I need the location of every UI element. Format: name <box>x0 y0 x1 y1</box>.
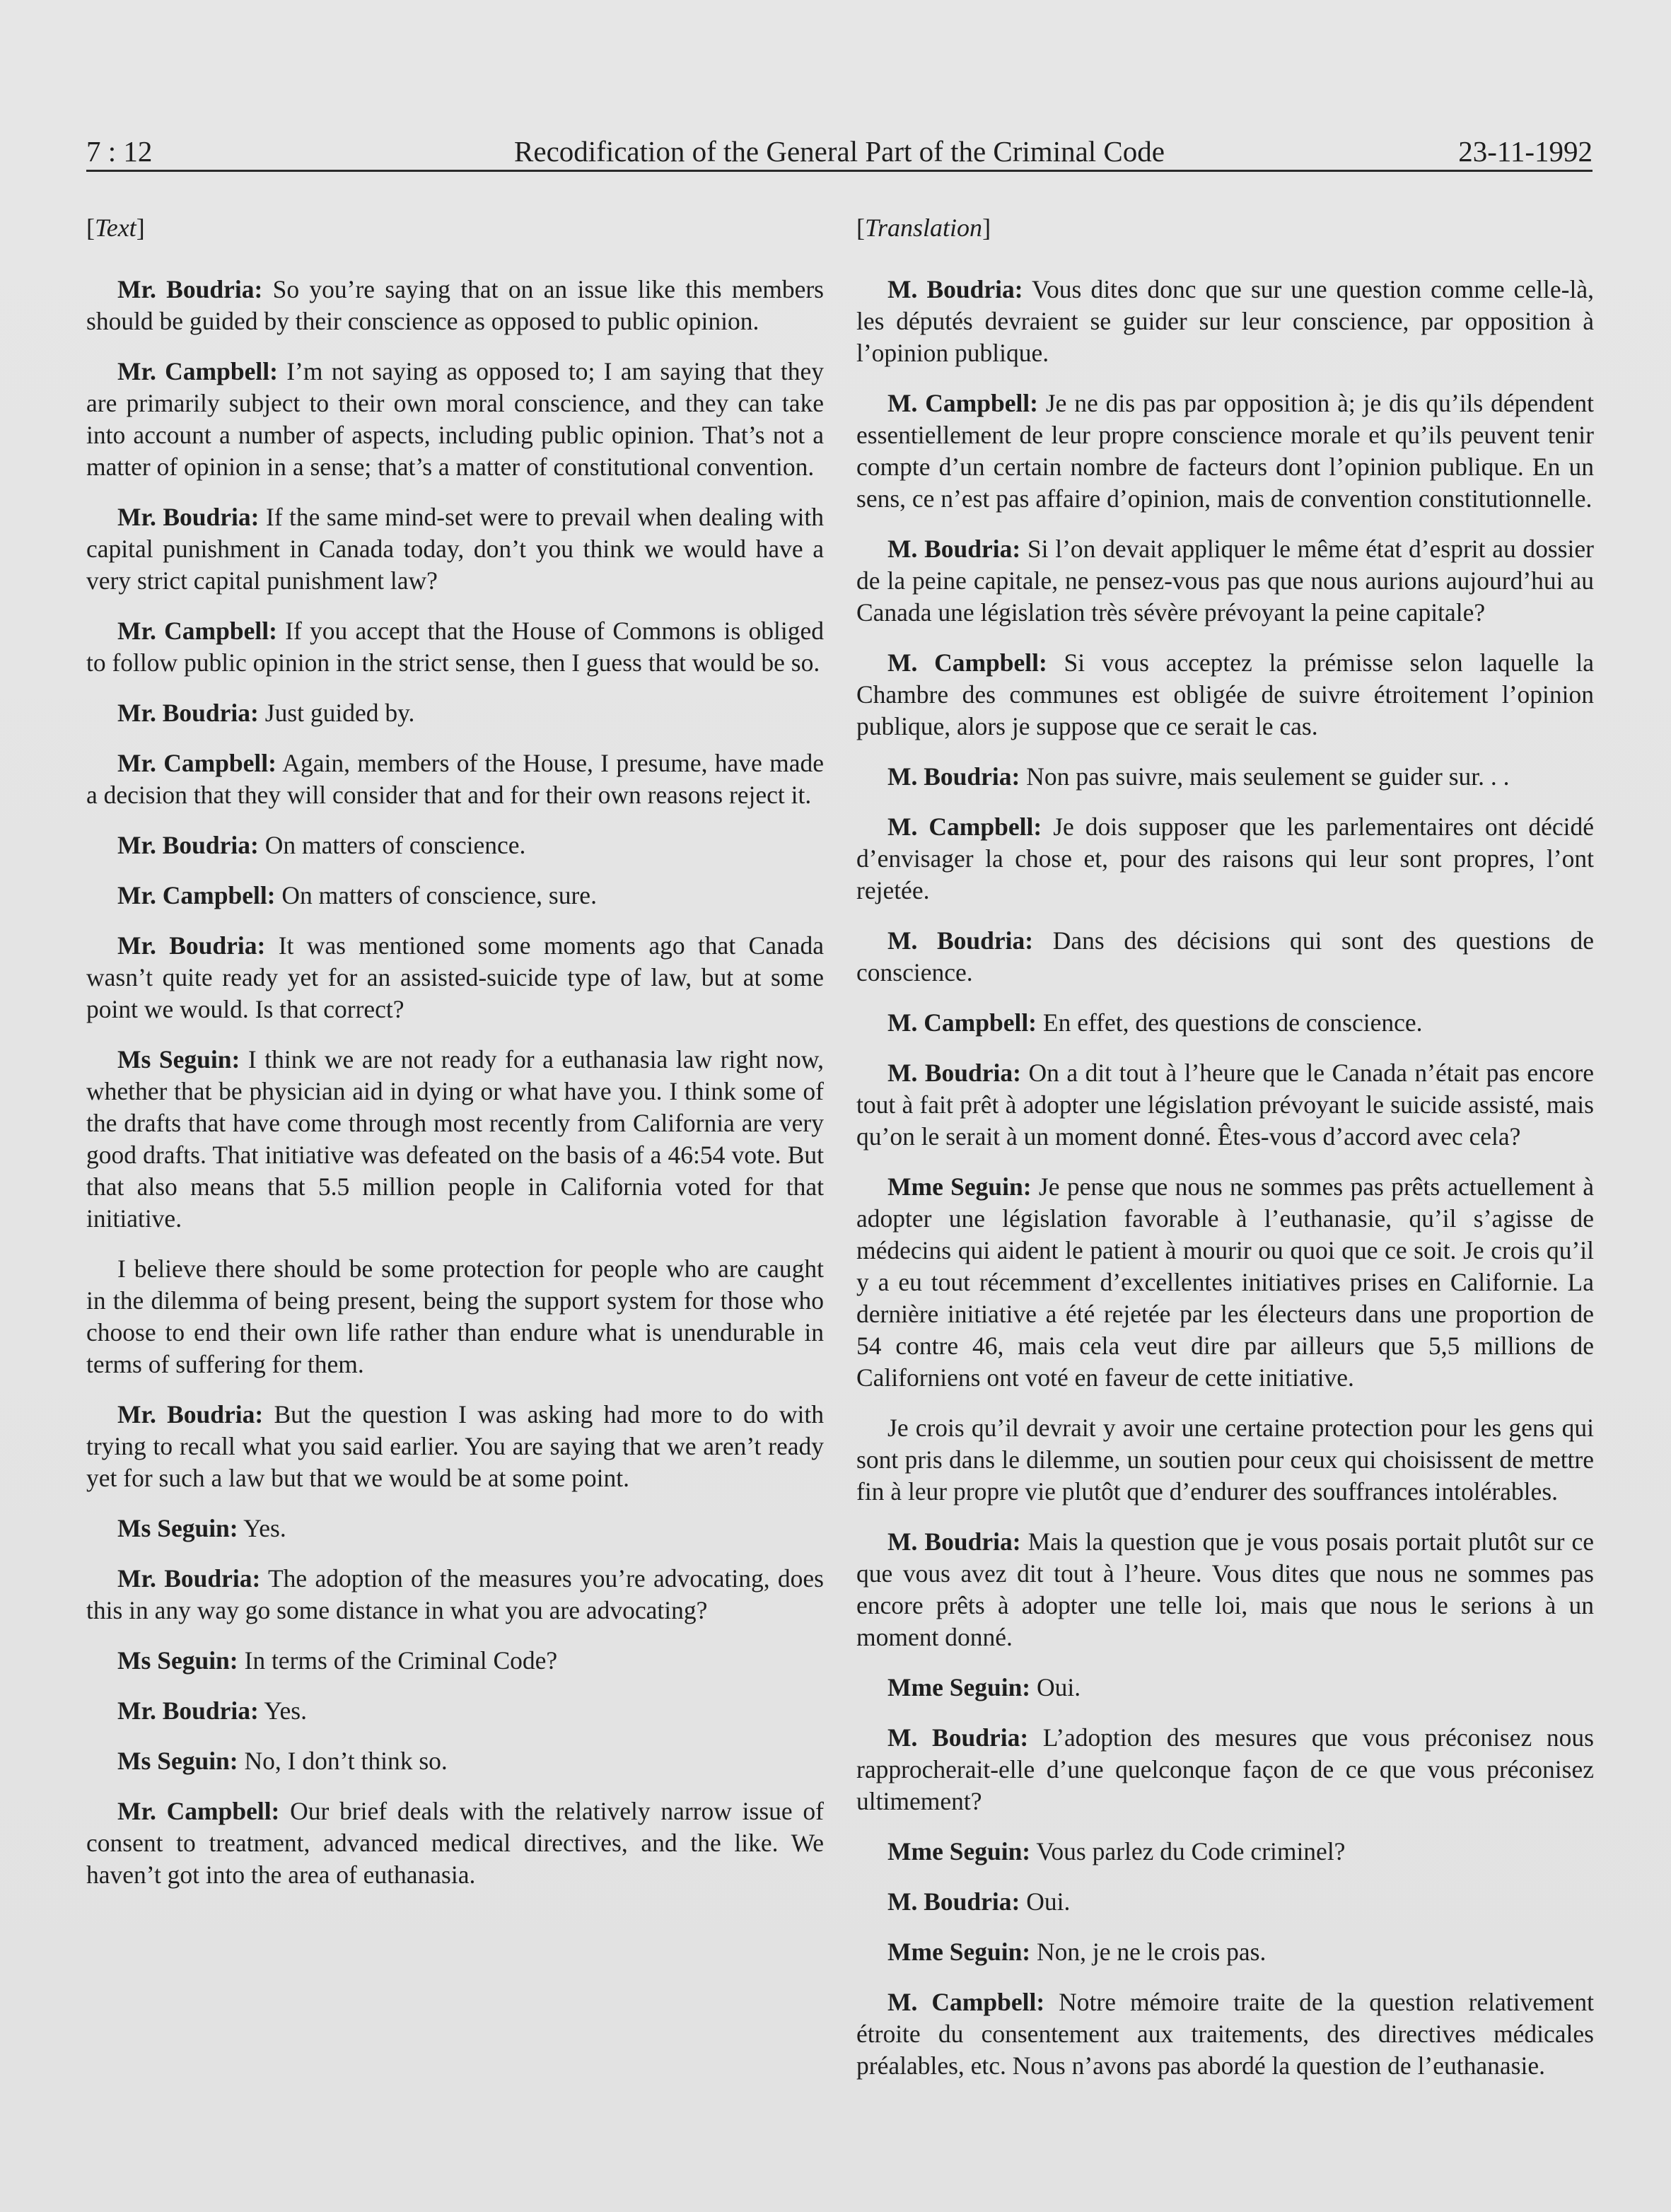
transcript-paragraph <box>86 615 824 679</box>
speaker-name: M. Boudria: <box>887 762 1020 791</box>
transcript-paragraph <box>856 1672 1594 1704</box>
speaker-name: M. Boudria: <box>887 535 1021 563</box>
speaker-name: Mr. Boudria: <box>117 1400 264 1428</box>
speech-text: Notre mémoire traite de la question relativement étroite du consentement aux traitements, des directives médicales préalables, etc. Nous n’avons pas abordé la question de l’euthanasie. <box>856 1988 1595 2080</box>
speech-text: Si vous acceptez la prémisse selon laquelle la Chambre des communes est obligée de suivre étroitement l’opinion publique, alors je suppose que ce serait le cas. <box>856 648 1594 740</box>
french-column <box>856 212 1594 2100</box>
speaker-name: Mr. Campbell: <box>117 617 277 645</box>
speaker-name: Mr. Boudria: <box>117 1696 259 1725</box>
transcript-paragraph <box>86 930 824 1025</box>
running-title: Recodification of the General Part of the Criminal Code <box>514 135 1165 168</box>
speaker-name: Mr. Boudria: <box>117 931 266 960</box>
speech-text: Je pense que nous ne sommes pas prêts actuellement à adopter une législation favorable à l’euthanasie, qu’il s’agisse de médecins qui aident le patient à mourir ou quoi que ce soit. Je crois qu’il y a eu tout récemment d’excellentes initiatives prises en Californie. La dernière initiative a été rejetée par les électeurs dans une proportion de 54 contre 46, mais cela veut dire par ailleurs que 5,5 millions de Californiens ont voté en faveur de cette initiative. <box>856 1172 1594 1392</box>
transcript-paragraph <box>86 1399 824 1494</box>
speech-text: Again, members of the House, I presume, have made a decision that they will consider that and for their own reasons reject it. <box>86 749 824 809</box>
speech-text: Mais la question que je vous posais portait plutôt sur ce que vous avez dit tout à l’heure. Vous dites que nous ne sommes pas encore prêts à adopter une telle loi, mais que nous le serions à un moment donné. <box>856 1527 1594 1651</box>
transcript-paragraph <box>856 1836 1594 1868</box>
speech-text: On a dit tout à l’heure que le Canada n’était pas encore tout à fait prêt à adopter une législation prévoyant le suicide assisté, mais qu’on le serait à un moment donné. Êtes-vous d’accord avec cela? <box>856 1059 1594 1151</box>
page-number: 7 : 12 <box>86 135 153 168</box>
transcript-paragraph <box>86 1645 824 1677</box>
speech-text: If you accept that the House of Commons is obliged to follow public opinion in the strict sense, then I guess that would be so. <box>86 617 824 677</box>
transcript-paragraph <box>856 1007 1594 1039</box>
speech-text: L’adoption des mesures que vous préconisez nous rapprocherait-elle d’une quelconque façon de ce que vous préconisez ultimement? <box>856 1723 1594 1815</box>
speaker-name: Ms Seguin: <box>117 1045 240 1073</box>
speech-text: Our brief deals with the relatively narrow issue of consent to treatment, advanced medical directives, and the like. We haven’t got into the area of euthanasia. <box>86 1797 824 1889</box>
column-label-translation: [Translation] <box>856 214 991 242</box>
speaker-name: Mme Seguin: <box>887 1172 1032 1201</box>
transcript-paragraph <box>856 1412 1594 1508</box>
transcript-paragraph <box>86 274 824 337</box>
speaker-name: M. Campbell: <box>887 1988 1045 2016</box>
running-header <box>86 133 1593 172</box>
speech-text: Non pas suivre, mais seulement se guider sur. . . <box>1020 762 1510 791</box>
transcript-paragraph <box>856 925 1594 989</box>
speech-text: No, I don’t think so. <box>238 1747 448 1775</box>
speech-text: But the question I was asking had more to do with trying to recall what you said earlier. You are saying that we aren’t ready yet for such a law but that we would be at some point. <box>86 1400 824 1492</box>
speech-text: So you’re saying that on an issue like this members should be guided by their conscience as opposed to public opinion. <box>86 275 824 335</box>
transcript-paragraph <box>86 1563 824 1626</box>
transcript-paragraph <box>856 388 1594 515</box>
speech-text: If the same mind-set were to prevail when dealing with capital punishment in Canada today, don’t you think we would have a very strict capital punishment law? <box>86 503 824 595</box>
transcript-paragraph <box>86 1044 824 1235</box>
transcript-paragraph <box>86 356 824 483</box>
column-label-text: [Text] <box>86 214 145 242</box>
transcript-paragraph <box>856 1886 1594 1918</box>
speaker-name: Mr. Boudria: <box>117 1564 261 1593</box>
speech-text: Vous parlez du Code criminel? <box>1030 1837 1346 1865</box>
transcript-paragraph <box>86 880 824 912</box>
transcript-paragraph <box>856 533 1594 629</box>
transcript-paragraph <box>856 1526 1594 1653</box>
speech-text: Non, je ne le crois pas. <box>1030 1938 1267 1966</box>
speech-text: Si l’on devait appliquer le même état d’esprit au dossier de la peine capitale, ne pensez-vous pas que nous aurions aujourd’hui au Canada une législation très sévère prévoyant la peine capitale? <box>856 535 1594 627</box>
speaker-name: Mr. Campbell: <box>117 1797 280 1825</box>
speaker-name: Mme Seguin: <box>887 1837 1031 1865</box>
speech-text: Yes. <box>238 1514 286 1542</box>
transcript-paragraph <box>86 747 824 811</box>
transcript-paragraph <box>86 1795 824 1891</box>
speaker-name: M. Boudria: <box>887 275 1023 303</box>
transcript-paragraph <box>86 1513 824 1544</box>
english-paragraphs <box>86 274 824 1891</box>
speaker-name: Mme Seguin: <box>887 1938 1031 1966</box>
speech-text: On matters of conscience. <box>258 831 526 859</box>
speech-text: I believe there should be some protection for people who are caught in the dilemma of being present, being the support system for those who choose to end their own life rather than endure what is unendurable in terms of suffering for them. <box>86 1255 824 1378</box>
transcript-paragraph <box>856 647 1594 743</box>
speaker-name: Ms Seguin: <box>117 1747 238 1775</box>
transcript-paragraph <box>86 1253 824 1380</box>
speaker-name: M. Boudria: <box>887 1887 1020 1916</box>
speech-text: It was mentioned some moments ago that Canada wasn’t quite ready yet for an assisted-suicide type of law, but at some point we would. Is that correct? <box>86 931 824 1023</box>
speech-text: In terms of the Criminal Code? <box>238 1646 558 1675</box>
transcript-paragraph <box>856 1171 1594 1394</box>
transcript-paragraph <box>86 697 824 729</box>
transcript-paragraph <box>86 1695 824 1727</box>
speaker-name: Ms Seguin: <box>117 1646 238 1675</box>
speech-text: En effet, des questions de conscience. <box>1037 1008 1423 1037</box>
speech-text: Yes. <box>258 1696 307 1725</box>
speaker-name: M. Campbell: <box>887 648 1047 677</box>
speaker-name: Mr. Boudria: <box>117 503 260 531</box>
speech-text: Oui. <box>1020 1887 1071 1916</box>
speaker-name: Mr. Boudria: <box>117 275 263 303</box>
speech-text: Je dois supposer que les parlementaires ont décidé d’envisager la chose et, pour des raisons qui leur sont propres, l’ont rejetée. <box>856 813 1594 904</box>
speech-text: Oui. <box>1030 1673 1081 1701</box>
speaker-name: Mr. Boudria: <box>117 699 259 727</box>
speech-text: Just guided by. <box>258 699 415 727</box>
speech-text: Je ne dis pas par opposition à; je dis qu’ils dépendent essentiellement de leur propre conscience morale et qu’ils peuvent tenir compte d’un certain nombre de facteurs dont l’opinion publique. En un sens, ce n’est pas affaire d’opinion, mais de convention constitutionnelle. <box>856 389 1594 513</box>
header-date: 23-11-1992 <box>1458 135 1593 168</box>
speaker-name: M. Campbell: <box>887 1008 1037 1037</box>
transcript-paragraph <box>856 1936 1594 1968</box>
transcript-paragraph <box>856 811 1594 907</box>
french-paragraphs <box>856 274 1594 2082</box>
transcript-paragraph <box>86 501 824 597</box>
speaker-name: Mr. Campbell: <box>117 749 276 777</box>
speaker-name: M. Campbell: <box>887 813 1042 841</box>
transcript-paragraph <box>856 274 1594 369</box>
speech-text: The adoption of the measures you’re advocating, does this in any way go some distance in what you are advocating? <box>86 1564 824 1624</box>
transcript-paragraph <box>856 1057 1594 1153</box>
speaker-name: M. Boudria: <box>887 1059 1021 1087</box>
english-column <box>86 212 824 1909</box>
speech-text: I’m not saying as opposed to; I am saying that they are primarily subject to their own moral conscience, and they can take into account a number of aspects, including public opinion. That’s not a matter of opinion in a sense; that’s a matter of constitutional convention. <box>86 357 824 481</box>
speaker-name: Mr. Campbell: <box>117 881 276 909</box>
speech-text: On matters of conscience, sure. <box>275 881 597 909</box>
speech-text: Je crois qu’il devrait y avoir une certaine protection pour les gens qui sont pris dans le dilemme, un soutien pour ceux qui choisissent de mettre fin à leur propre vie plutôt que d’endurer des souffrances intolérables. <box>856 1414 1594 1506</box>
speech-text: Dans des décisions qui sont des questions de conscience. <box>856 926 1594 986</box>
speaker-name: Ms Seguin: <box>117 1514 238 1542</box>
speaker-name: M. Boudria: <box>887 926 1034 955</box>
speech-text: Vous dites donc que sur une question comme celle-là, les députés devraient se guider sur leur conscience, par opposition à l’opinion publique. <box>856 275 1594 367</box>
transcript-paragraph <box>86 830 824 861</box>
speaker-name: M. Boudria: <box>887 1527 1021 1556</box>
speaker-name: Mme Seguin: <box>887 1673 1031 1701</box>
transcript-paragraph <box>856 1986 1594 2082</box>
speaker-name: M. Campbell: <box>887 389 1038 417</box>
transcript-paragraph <box>856 761 1594 793</box>
speaker-name: Mr. Campbell: <box>117 357 278 385</box>
speaker-name: M. Boudria: <box>887 1723 1029 1752</box>
transcript-paragraph <box>856 1722 1594 1817</box>
transcript-paragraph <box>86 1745 824 1777</box>
speaker-name: Mr. Boudria: <box>117 831 259 859</box>
speech-text: I think we are not ready for a euthanasia law right now, whether that be physician aid in dying or what have you. I think some of the drafts that have come through most recently from California are very good drafts. That initiative was defeated on the basis of a 46:54 vote. But that also means that 5.5 million people in California voted for that initiative. <box>86 1045 824 1233</box>
